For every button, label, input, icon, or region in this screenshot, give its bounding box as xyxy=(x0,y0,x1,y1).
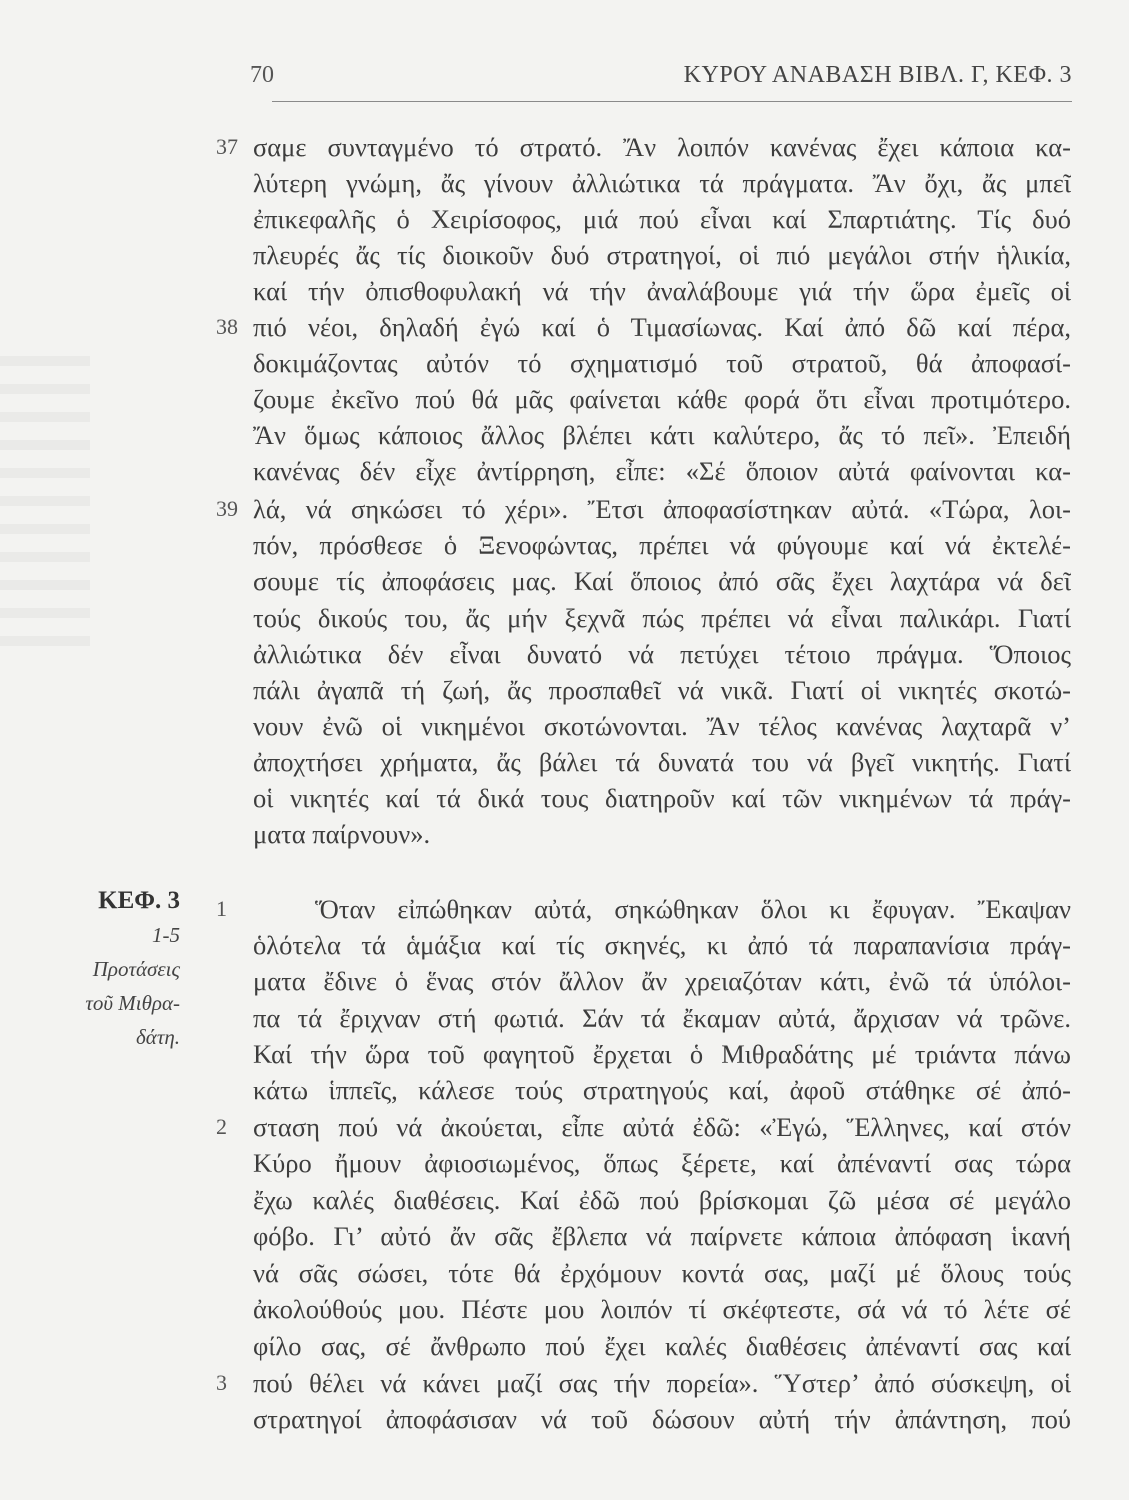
text-line: Ὅταν εἰπώθηκαν αὐτά, σηκώθηκαν ὅλοι κι ἔφυγαν. Ἔκαψαν xyxy=(315,894,1071,924)
text-line: κάτω ἱππεῖς, κάλεσε τούς στρατηγούς καί, ἀφοῦ στάθηκε σέ ἀπό- xyxy=(253,1075,1071,1105)
section-range: 1-5 xyxy=(152,923,180,947)
text-line: πα τά ἔριχναν στή φωτιά. Σάν τά ἔκαμαν αὐτά, ἄρχισαν νά τρῶνε. xyxy=(253,1003,1071,1033)
bleed-through-shadow xyxy=(0,356,90,646)
chapter-label: ΚΕΦ. 3 xyxy=(98,887,180,914)
verse-number: 2 xyxy=(216,1114,227,1139)
text-line: ματα παίρνουν». xyxy=(253,819,431,849)
text-line: σαμε συνταγμένο τό στρατό. Ἄν λοιπόν κανένας ἔχει κάποια κα- xyxy=(253,132,1071,162)
text-line: φίλο σας, σέ ἄνθρωπο πού ἔχει καλές διαθέσεις ἀπέναντί σας καί xyxy=(253,1331,1071,1361)
text-line: καί τήν ὀπισθοφυλακή νά τήν ἀναλάβουμε γιά τήν ὥρα ἐμεῖς οἱ xyxy=(253,276,1071,306)
text-line: Καί τήν ὥρα τοῦ φαγητοῦ ἔρχεται ὁ Μιθραδάτης μέ τριάντα πάνω xyxy=(253,1039,1071,1069)
text-line: κανένας δέν εἶχε ἀντίρρηση, εἶπε: «Σέ ὅποιον αὐτά φαίνονται κα- xyxy=(253,456,1071,486)
text-line: δοκιμάζοντας αὐτόν τό σχηματισμό τοῦ στρατοῦ, θά ἀποφασί- xyxy=(253,348,1071,378)
text-line: ἀποχτήσει χρήματα, ἄς βάλει τά δυνατά του νά βγεῖ νικητής. Γιατί xyxy=(253,747,1071,777)
text-line: ματα ἔδινε ὁ ἕνας στόν ἄλλον ἄν χρειαζόταν κάτι, ἐνῶ τά ὑπόλοι- xyxy=(253,966,1071,996)
section-description-line: τοῦ Μιθρα- xyxy=(85,991,180,1015)
text-line: λά, νά σηκώσει τό χέρι». Ἔτσι ἀποφασίστηκαν αὐτά. «Τώρα, λοι- xyxy=(253,494,1071,524)
page-number: 70 xyxy=(250,62,274,88)
section-description-line: Προτάσεις xyxy=(92,957,180,981)
text-line: τούς δικούς του, ἄς μήν ξεχνᾶ πώς πρέπει νά εἶναι παλικάρι. Γιατί xyxy=(253,603,1071,633)
running-header xyxy=(250,58,1072,94)
text-line: πού θέλει νά κάνει μαζί σας τήν πορεία». Ὕστερ’ ἀπό σύσκεψη, οἱ xyxy=(253,1368,1071,1398)
text-line: Κύρο ἤμουν ἀφιοσιωμένος, ὅπως ξέρετε, καί ἀπέναντί σας τώρα xyxy=(253,1148,1071,1178)
text-line: νά σᾶς σώσει, τότε θά ἐρχόμουν κοντά σας, μαζί μέ ὅλους τούς xyxy=(253,1258,1071,1288)
verse-number: 39 xyxy=(216,496,238,521)
text-line: ἔχω καλές διαθέσεις. Καί ἐδῶ πού βρίσκομαι ζῶ μέσα σέ μεγάλο xyxy=(253,1185,1071,1215)
text-line: πιό νέοι, δηλαδή ἐγώ καί ὁ Τιμασίωνας. Καί ἀπό δῶ καί πέρα, xyxy=(253,312,1071,342)
verse-number: 1 xyxy=(216,896,227,921)
header-rule xyxy=(272,101,1072,102)
text-line: λύτερη γνώμη, ἄς γίνουν ἀλλιώτικα τά πράγματα. Ἄν ὄχι, ἄς μπεῖ xyxy=(253,168,1071,198)
section-description-line: δάτη. xyxy=(136,1025,180,1049)
text-line: στρατηγοί ἀποφάσισαν νά τοῦ δώσουν αὐτή τήν ἀπάντηση, πού xyxy=(253,1404,1071,1434)
running-title: ΚΥΡΟΥ ΑΝΑΒΑΣΗ ΒΙΒΛ. Γ, ΚΕΦ. 3 xyxy=(683,62,1072,88)
text-line: πόν, πρόσθεσε ὁ Ξενοφώντας, πρέπει νά φύγουμε καί νά ἐκτελέ- xyxy=(253,530,1071,560)
text-line: οἱ νικητές καί τά δικά τους διατηροῦν καί τῶν νικημένων τά πράγ- xyxy=(253,783,1071,813)
text-line: Ἄν ὅμως κάποιος ἄλλος βλέπει κάτι καλύτερο, ἄς τό πεῖ». Ἐπειδή xyxy=(253,420,1071,450)
text-line: ἀκολούθούς μου. Πέστε μου λοιπόν τί σκέφτεστε, σά νά τό λέτε σέ xyxy=(253,1294,1071,1324)
verse-number: 3 xyxy=(216,1370,227,1395)
text-line: πάλι ἀγαπᾶ τή ζωή, ἄς προσπαθεῖ νά νικᾶ. Γιατί οἱ νικητές σκοτώ- xyxy=(253,675,1071,705)
text-line: ζουμε ἐκεῖνο πού θά μᾶς φαίνεται κάθε φορά ὅτι εἶναι προτιμότερο. xyxy=(253,384,1071,414)
verse-number: 37 xyxy=(216,134,238,159)
text-line: πλευρές ἄς τίς διοικοῦν δυό στρατηγοί, οἱ πιό μεγάλοι στήν ἡλικία, xyxy=(253,240,1071,270)
verse-number: 38 xyxy=(216,314,238,339)
text-line: ἀλλιώτικα δέν εἶναι δυνατό νά πετύχει τέτοιο πράγμα. Ὅποιος xyxy=(253,639,1071,669)
text-line: νουν ἐνῶ οἱ νικημένοι σκοτώνονται. Ἄν τέλος κανένας λαχταρᾶ ν’ xyxy=(253,711,1071,741)
section-description xyxy=(60,952,180,1054)
text-line: ἐπικεφαλῆς ὁ Χειρίσοφος, μιά πού εἶναι καί Σπαρτιάτης. Τίς δυό xyxy=(253,204,1071,234)
text-line: ὁλότελα τά ἁμάξια καί τίς σκηνές, κι ἀπό τά παραπανίσια πράγ- xyxy=(253,930,1071,960)
text-line: σουμε τίς ἀποφάσεις μας. Καί ὅποιος ἀπό σᾶς ἔχει λαχτάρα νά δεῖ xyxy=(253,566,1071,596)
text-line: φόβο. Γι’ αὐτό ἄν σᾶς ἔβλεπα νά παίρνετε κάποια ἀπόφαση ἱκανή xyxy=(253,1221,1071,1251)
text-line: σταση πού νά ἀκούεται, εἶπε αὐτά ἐδῶ: «Ἐγώ, Ἕλληνες, καί στόν xyxy=(253,1112,1071,1142)
